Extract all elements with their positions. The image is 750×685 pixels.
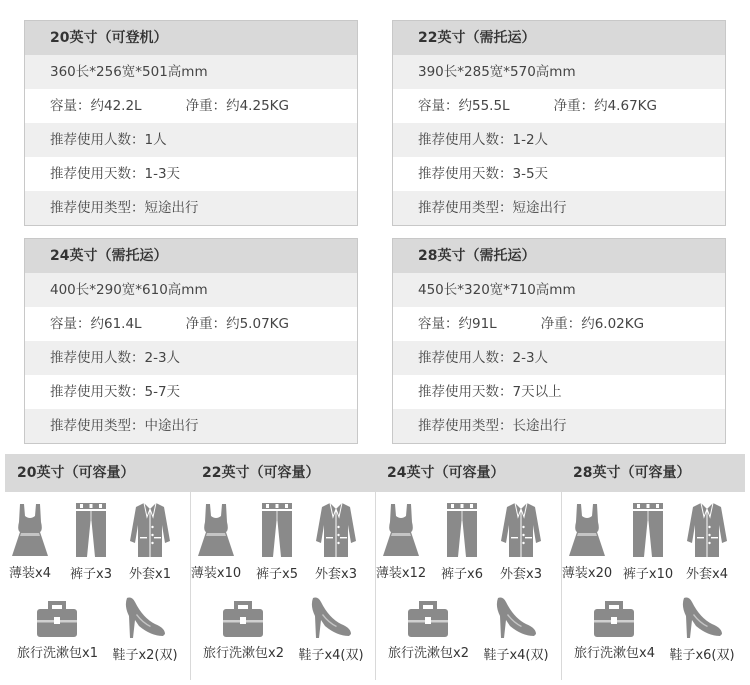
spec-card-28 bbox=[392, 238, 726, 444]
capacity-item-label: 鞋子x2(双) bbox=[112, 648, 178, 663]
capacity-item bbox=[17, 600, 97, 661]
capacity-items bbox=[561, 492, 745, 680]
spec-card-title: 28英寸（需托运） bbox=[393, 239, 725, 273]
capacity-item-label: 鞋子x4(双) bbox=[298, 648, 364, 663]
high-heel-shoe-icon bbox=[476, 596, 556, 640]
capacity-column-title: 28英寸（可容量） bbox=[573, 465, 691, 481]
capacity-item-label: 裤子x6 bbox=[441, 567, 483, 582]
high-heel-shoe-icon bbox=[291, 596, 371, 640]
spec-capacity: 容量：约61.4L bbox=[50, 316, 142, 332]
capacity-item bbox=[662, 596, 742, 663]
spec-type: 推荐使用类型：长途出行 bbox=[393, 409, 725, 443]
spec-days: 推荐使用天数：3-5天 bbox=[418, 166, 549, 182]
capacity-item-label: 旅行洗漱包x4 bbox=[574, 646, 655, 661]
spec-days: 推荐使用天数：7天以上 bbox=[418, 384, 562, 400]
capacity-item-label: 薄装x12 bbox=[375, 566, 427, 581]
spec-dimensions: 360长*256宽*501高mm bbox=[25, 55, 357, 89]
capacity-item-label: 外套x4 bbox=[686, 567, 728, 582]
spec-capacity: 容量：约42.2L bbox=[50, 98, 142, 114]
spec-people: 推荐使用人数：2-3人 bbox=[393, 341, 725, 375]
spec-dimensions: 390长*285宽*570高mm bbox=[393, 55, 725, 89]
spec-days: 推荐使用天数：1-3天 bbox=[50, 166, 181, 182]
capacity-item-label: 薄装x4 bbox=[9, 566, 51, 581]
spec-capacity: 容量：约55.5L bbox=[418, 98, 510, 114]
spec-card-20 bbox=[24, 20, 358, 226]
capacity-item-label: 鞋子x6(双) bbox=[669, 648, 735, 663]
capacity-column-title: 24英寸（可容量） bbox=[387, 465, 505, 481]
spec-dimensions: 450长*320宽*710高mm bbox=[393, 273, 725, 307]
spec-card-title: 22英寸（需托运） bbox=[393, 21, 725, 55]
capacity-column-title: 22英寸（可容量） bbox=[202, 465, 320, 481]
spec-days: 推荐使用天数：5-7天 bbox=[50, 384, 181, 400]
capacity-item-label: 旅行洗漱包x2 bbox=[203, 646, 284, 661]
capacity-column bbox=[561, 454, 745, 680]
capacity-item bbox=[667, 501, 747, 582]
capacity-item-label: 旅行洗漱包x1 bbox=[17, 646, 98, 661]
capacity-column bbox=[5, 454, 190, 680]
capacity-items bbox=[190, 492, 375, 680]
capacity-item-label: 裤子x3 bbox=[70, 567, 112, 582]
capacity-column bbox=[375, 454, 561, 680]
capacity-items bbox=[375, 492, 561, 680]
spec-card-title: 24英寸（需托运） bbox=[25, 239, 357, 273]
spec-weight: 净重：约4.25KG bbox=[185, 98, 289, 114]
capacity-column-title: 20英寸（可容量） bbox=[17, 465, 135, 481]
spec-weight: 净重：约4.67KG bbox=[553, 98, 657, 114]
spec-card-title: 20英寸（可登机） bbox=[25, 21, 357, 55]
capacity-item-label: 裤子x5 bbox=[256, 567, 298, 582]
capacity-items bbox=[5, 492, 190, 680]
coat-icon bbox=[667, 501, 747, 559]
capacity-item-label: 鞋子x4(双) bbox=[483, 648, 549, 663]
high-heel-shoe-icon bbox=[105, 596, 185, 640]
capacity-item-label: 外套x3 bbox=[315, 567, 357, 582]
capacity-item bbox=[203, 600, 283, 661]
capacity-item-label: 外套x3 bbox=[500, 567, 542, 582]
spec-card-22 bbox=[392, 20, 726, 226]
capacity-item bbox=[291, 596, 371, 663]
spec-capacity: 容量：约91L bbox=[418, 316, 497, 332]
spec-dimensions: 400长*290宽*610高mm bbox=[25, 273, 357, 307]
spec-type: 推荐使用类型：短途出行 bbox=[25, 191, 357, 225]
capacity-item-label: 薄装x20 bbox=[561, 566, 613, 581]
toiletry-bag-icon bbox=[17, 600, 97, 638]
capacity-item bbox=[476, 596, 556, 663]
spec-type: 推荐使用类型：中途出行 bbox=[25, 409, 357, 443]
capacity-item bbox=[388, 600, 468, 661]
capacity-item-label: 裤子x10 bbox=[622, 567, 674, 582]
capacity-item-label: 旅行洗漱包x2 bbox=[388, 646, 469, 661]
spec-people: 推荐使用人数：2-3人 bbox=[25, 341, 357, 375]
spec-type: 推荐使用类型：短途出行 bbox=[393, 191, 725, 225]
toiletry-bag-icon bbox=[388, 600, 468, 638]
spec-people: 推荐使用人数：1人 bbox=[25, 123, 357, 157]
capacity-item bbox=[574, 600, 654, 661]
toiletry-bag-icon bbox=[574, 600, 654, 638]
capacity-item bbox=[105, 596, 185, 663]
high-heel-shoe-icon bbox=[662, 596, 742, 640]
capacity-column bbox=[190, 454, 375, 680]
spec-weight: 净重：约6.02KG bbox=[540, 316, 645, 332]
spec-people: 推荐使用人数：1-2人 bbox=[393, 123, 725, 157]
capacity-item-label: 薄装x10 bbox=[190, 566, 242, 581]
spec-card-24 bbox=[24, 238, 358, 444]
spec-weight: 净重：约5.07KG bbox=[185, 316, 289, 332]
toiletry-bag-icon bbox=[203, 600, 283, 638]
capacity-item-label: 外套x1 bbox=[129, 567, 171, 582]
capacity-panel bbox=[5, 454, 745, 680]
